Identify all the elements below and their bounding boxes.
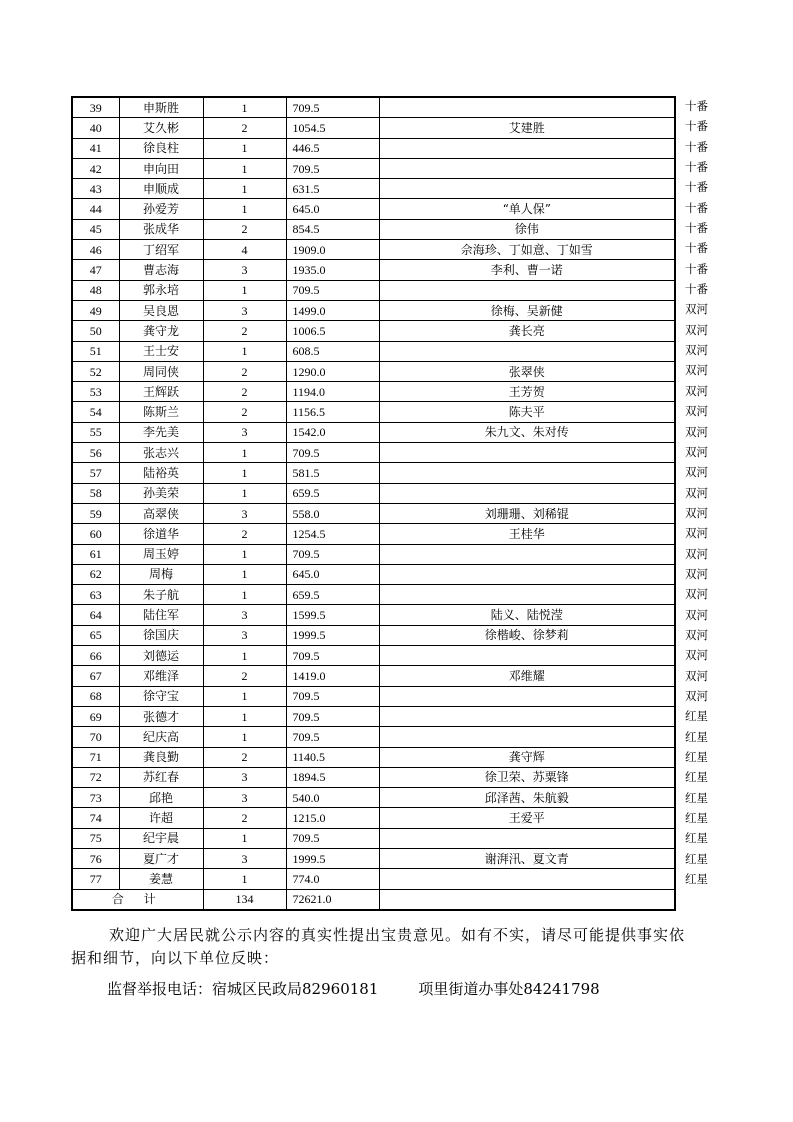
member-count: 3 [203, 767, 286, 787]
notice-block [71, 924, 691, 970]
village-name: 双河 [685, 566, 708, 581]
household-name: 张志兴 [119, 443, 203, 463]
table-row [72, 524, 675, 544]
member-count: 3 [203, 605, 286, 625]
member-count: 1 [203, 97, 286, 118]
household-name: 周梅 [119, 564, 203, 584]
family-members [379, 179, 675, 199]
row-number: 47 [72, 260, 119, 280]
amount: 608.5 [286, 341, 379, 361]
table-row [72, 280, 675, 300]
village-name: 红星 [685, 851, 708, 866]
amount: 631.5 [286, 179, 379, 199]
row-number: 72 [72, 767, 119, 787]
row-number: 76 [72, 848, 119, 868]
household-name: 孙爱芳 [119, 199, 203, 219]
table-row [72, 97, 675, 118]
amount: 1599.5 [286, 605, 379, 625]
member-count: 2 [203, 321, 286, 341]
amount: 1156.5 [286, 402, 379, 422]
table-row [72, 219, 675, 239]
household-name: 张成华 [119, 219, 203, 239]
household-name: 申顺成 [119, 179, 203, 199]
village-name: 双河 [685, 465, 708, 480]
village-name: 双河 [685, 485, 708, 500]
member-count: 1 [203, 463, 286, 483]
village-name: 双河 [685, 343, 708, 358]
amount: 774.0 [286, 869, 379, 889]
row-number: 71 [72, 747, 119, 767]
family-members: 朱九文、朱对传 [379, 422, 675, 442]
household-name: 张德才 [119, 706, 203, 726]
household-name: 申向田 [119, 158, 203, 178]
amount: 1419.0 [286, 666, 379, 686]
village-name: 红星 [685, 811, 708, 826]
table-row [72, 341, 675, 361]
village-name: 红星 [685, 790, 708, 805]
family-members [379, 646, 675, 666]
amount: 659.5 [286, 483, 379, 503]
household-name: 姜慧 [119, 869, 203, 889]
row-number: 64 [72, 605, 119, 625]
family-members [379, 341, 675, 361]
member-count: 2 [203, 808, 286, 828]
roster-table-body [72, 97, 675, 889]
table-row [72, 382, 675, 402]
table-row [72, 463, 675, 483]
row-number: 54 [72, 402, 119, 422]
family-members [379, 544, 675, 564]
table-row [72, 240, 675, 260]
table-row [72, 788, 675, 808]
row-number: 61 [72, 544, 119, 564]
row-number: 42 [72, 158, 119, 178]
family-members [379, 585, 675, 605]
member-count: 3 [203, 788, 286, 808]
household-name: 郭永培 [119, 280, 203, 300]
amount: 1194.0 [286, 382, 379, 402]
household-name: 夏广才 [119, 848, 203, 868]
row-number: 68 [72, 686, 119, 706]
table-row [72, 321, 675, 341]
row-number: 48 [72, 280, 119, 300]
household-name: 纪宇晨 [119, 828, 203, 848]
household-name: 吴良恩 [119, 300, 203, 320]
household-name: 申斯胜 [119, 97, 203, 118]
member-count: 1 [203, 646, 286, 666]
roster-table-container [71, 96, 676, 911]
total-members-blank [379, 889, 675, 910]
household-name: 邱艳 [119, 788, 203, 808]
row-number: 59 [72, 503, 119, 523]
member-count: 1 [203, 179, 286, 199]
amount: 854.5 [286, 219, 379, 239]
row-number: 39 [72, 97, 119, 118]
village-name: 十番 [685, 119, 708, 134]
member-count: 2 [203, 361, 286, 381]
table-row [72, 443, 675, 463]
member-count: 2 [203, 219, 286, 239]
amount: 645.0 [286, 199, 379, 219]
household-name: 徐良柱 [119, 138, 203, 158]
member-count: 1 [203, 585, 286, 605]
family-members: 王爱平 [379, 808, 675, 828]
amount: 1290.0 [286, 361, 379, 381]
row-number: 53 [72, 382, 119, 402]
member-count: 2 [203, 402, 286, 422]
amount: 645.0 [286, 564, 379, 584]
household-name: 王辉跃 [119, 382, 203, 402]
member-count: 2 [203, 118, 286, 138]
household-name: 陆裕英 [119, 463, 203, 483]
household-name: 周同侠 [119, 361, 203, 381]
amount: 1254.5 [286, 524, 379, 544]
member-count: 1 [203, 564, 286, 584]
member-count: 1 [203, 686, 286, 706]
village-name: 十番 [685, 160, 708, 175]
family-members: 刘珊珊、刘稀锟 [379, 503, 675, 523]
member-count: 3 [203, 422, 286, 442]
row-number: 70 [72, 727, 119, 747]
member-count: 1 [203, 544, 286, 564]
village-name: 十番 [685, 282, 708, 297]
row-number: 62 [72, 564, 119, 584]
family-members: 龚长亮 [379, 321, 675, 341]
member-count: 1 [203, 199, 286, 219]
member-count: 1 [203, 341, 286, 361]
village-name: 红星 [685, 729, 708, 744]
family-members [379, 727, 675, 747]
amount: 581.5 [286, 463, 379, 483]
member-count: 1 [203, 280, 286, 300]
amount: 558.0 [286, 503, 379, 523]
table-row [72, 402, 675, 422]
roster-table [71, 96, 676, 911]
amount: 1894.5 [286, 767, 379, 787]
amount: 709.5 [286, 727, 379, 747]
row-number: 66 [72, 646, 119, 666]
household-name: 龚良勤 [119, 747, 203, 767]
row-number: 49 [72, 300, 119, 320]
member-count: 1 [203, 483, 286, 503]
village-name: 十番 [685, 241, 708, 256]
household-name: 李先美 [119, 422, 203, 442]
member-count: 3 [203, 503, 286, 523]
family-members: 龚守辉 [379, 747, 675, 767]
family-members: 邓维耀 [379, 666, 675, 686]
member-count: 1 [203, 443, 286, 463]
total-label: 合 计 [72, 889, 203, 910]
table-row [72, 503, 675, 523]
member-count: 2 [203, 524, 286, 544]
family-members: 邱泽茜、朱航毅 [379, 788, 675, 808]
member-count: 1 [203, 727, 286, 747]
village-name: 十番 [685, 221, 708, 236]
notice-paragraph: 欢迎广大居民就公示内容的真实性提出宝贵意见。如有不实，请尽可能提供事实依据和细节，向以下单位反映： [71, 926, 686, 967]
household-name: 徐守宝 [119, 686, 203, 706]
row-number: 55 [72, 422, 119, 442]
total-amount: 72621.0 [286, 889, 379, 910]
row-number: 51 [72, 341, 119, 361]
table-row [72, 686, 675, 706]
household-name: 朱子航 [119, 585, 203, 605]
table-row [72, 199, 675, 219]
amount: 1935.0 [286, 260, 379, 280]
family-members: 张翠侠 [379, 361, 675, 381]
amount: 1999.5 [286, 848, 379, 868]
row-number: 63 [72, 585, 119, 605]
village-name: 双河 [685, 505, 708, 520]
family-members [379, 158, 675, 178]
table-row [72, 422, 675, 442]
household-name: 艾久彬 [119, 118, 203, 138]
village-name: 双河 [685, 546, 708, 561]
household-name: 陆住军 [119, 605, 203, 625]
member-count: 2 [203, 666, 286, 686]
total-count: 134 [203, 889, 286, 910]
village-name: 红星 [685, 750, 708, 764]
row-number: 67 [72, 666, 119, 686]
table-row [72, 483, 675, 503]
household-name: 龚守龙 [119, 321, 203, 341]
table-row [72, 828, 675, 848]
member-count: 2 [203, 747, 286, 767]
amount: 540.0 [286, 788, 379, 808]
member-count: 3 [203, 300, 286, 320]
household-name: 周玉婷 [119, 544, 203, 564]
row-number: 41 [72, 138, 119, 158]
village-name: 双河 [685, 383, 708, 398]
member-count: 1 [203, 138, 286, 158]
member-count: 1 [203, 706, 286, 726]
amount: 446.5 [286, 138, 379, 158]
member-count: 1 [203, 158, 286, 178]
member-count: 3 [203, 260, 286, 280]
household-name: 许超 [119, 808, 203, 828]
family-members: 王桂华 [379, 524, 675, 544]
member-count: 4 [203, 240, 286, 260]
table-row [72, 869, 675, 889]
village-name: 双河 [685, 363, 708, 378]
family-members [379, 483, 675, 503]
family-members: 王芳贺 [379, 382, 675, 402]
household-name: 邓维泽 [119, 666, 203, 686]
phone-prefix: 监督举报电话： [107, 980, 213, 998]
village-name: 双河 [685, 302, 708, 317]
table-row [72, 848, 675, 868]
village-name: 红星 [685, 872, 708, 887]
family-members: 谢湃汛、夏文青 [379, 848, 675, 868]
table-row [72, 300, 675, 320]
household-name: 刘德运 [119, 646, 203, 666]
table-row [72, 666, 675, 686]
amount: 709.5 [286, 686, 379, 706]
household-name: 丁绍军 [119, 240, 203, 260]
row-number: 69 [72, 706, 119, 726]
row-number: 56 [72, 443, 119, 463]
household-name: 高翠侠 [119, 503, 203, 523]
table-row [72, 118, 675, 138]
row-number: 50 [72, 321, 119, 341]
table-row [72, 564, 675, 584]
amount: 1140.5 [286, 747, 379, 767]
household-name: 王士安 [119, 341, 203, 361]
amount: 1499.0 [286, 300, 379, 320]
table-row [72, 767, 675, 787]
member-count: 3 [203, 848, 286, 868]
amount: 709.5 [286, 828, 379, 848]
total-row [72, 889, 675, 910]
village-name: 红星 [685, 831, 708, 846]
family-members [379, 686, 675, 706]
row-number: 60 [72, 524, 119, 544]
family-members: 陆义、陆悦滢 [379, 605, 675, 625]
table-row [72, 544, 675, 564]
table-row [72, 179, 675, 199]
row-number: 40 [72, 118, 119, 138]
family-members [379, 564, 675, 584]
village-name: 双河 [685, 648, 708, 663]
table-row [72, 727, 675, 747]
phone-civil-affairs: 宿城区民政局82960181 [212, 980, 379, 998]
table-row [72, 585, 675, 605]
village-name: 双河 [685, 526, 708, 541]
phone-street-office: 项里街道办事处84241798 [418, 980, 600, 998]
amount: 709.5 [286, 646, 379, 666]
household-name: 苏红春 [119, 767, 203, 787]
amount: 709.5 [286, 280, 379, 300]
village-name: 双河 [685, 444, 708, 459]
village-name: 红星 [685, 709, 708, 724]
amount: 709.5 [286, 97, 379, 118]
table-row [72, 605, 675, 625]
family-members: 徐梅、吴新健 [379, 300, 675, 320]
village-name: 十番 [685, 261, 708, 276]
amount: 659.5 [286, 585, 379, 605]
row-number: 65 [72, 625, 119, 645]
row-number: 52 [72, 361, 119, 381]
household-name: 徐国庆 [119, 625, 203, 645]
table-row [72, 260, 675, 280]
family-members [379, 97, 675, 118]
row-number: 58 [72, 483, 119, 503]
village-name: 十番 [685, 180, 708, 195]
table-row [72, 706, 675, 726]
village-name: 双河 [685, 607, 708, 622]
member-count: 3 [203, 625, 286, 645]
household-name: 纪庆高 [119, 727, 203, 747]
household-name: 徐道华 [119, 524, 203, 544]
row-number: 74 [72, 808, 119, 828]
family-members [379, 280, 675, 300]
village-name: 双河 [685, 587, 708, 602]
family-members [379, 828, 675, 848]
row-number: 57 [72, 463, 119, 483]
amount: 1054.5 [286, 118, 379, 138]
village-name: 双河 [685, 627, 708, 642]
table-row [72, 646, 675, 666]
row-number: 46 [72, 240, 119, 260]
household-name: 孙美荣 [119, 483, 203, 503]
member-count: 2 [203, 382, 286, 402]
family-members: 佘海珍、丁如意、丁如雪 [379, 240, 675, 260]
row-number: 73 [72, 788, 119, 808]
member-count: 1 [203, 828, 286, 848]
family-members: 徐伟 [379, 219, 675, 239]
village-column [685, 96, 725, 889]
row-number: 75 [72, 828, 119, 848]
table-row [72, 808, 675, 828]
family-members: 陈夫平 [379, 402, 675, 422]
table-row [72, 361, 675, 381]
amount: 1999.5 [286, 625, 379, 645]
amount: 709.5 [286, 706, 379, 726]
village-name: 十番 [685, 200, 708, 215]
village-name: 双河 [685, 668, 708, 683]
family-members [379, 869, 675, 889]
amount: 1215.0 [286, 808, 379, 828]
household-name: 陈斯兰 [119, 402, 203, 422]
member-count: 1 [203, 869, 286, 889]
family-members [379, 463, 675, 483]
amount: 709.5 [286, 158, 379, 178]
amount: 709.5 [286, 443, 379, 463]
village-name: 十番 [685, 139, 708, 154]
table-row [72, 138, 675, 158]
village-name: 红星 [685, 770, 708, 785]
row-number: 45 [72, 219, 119, 239]
household-name: 曹志海 [119, 260, 203, 280]
village-name: 十番 [685, 99, 708, 113]
family-members [379, 706, 675, 726]
village-name: 双河 [685, 322, 708, 337]
amount: 709.5 [286, 544, 379, 564]
family-members: “单人保” [379, 199, 675, 219]
family-members [379, 443, 675, 463]
family-members: 李利、曹一诺 [379, 260, 675, 280]
amount: 1542.0 [286, 422, 379, 442]
village-name: 双河 [685, 688, 708, 703]
row-number: 44 [72, 199, 119, 219]
village-name: 双河 [685, 404, 708, 419]
family-members: 徐卫荣、苏粟锋 [379, 767, 675, 787]
family-members: 艾建胜 [379, 118, 675, 138]
phone-line [107, 978, 600, 999]
amount: 1909.0 [286, 240, 379, 260]
family-members: 徐楷峻、徐梦莉 [379, 625, 675, 645]
table-row [72, 158, 675, 178]
family-members [379, 138, 675, 158]
table-row [72, 625, 675, 645]
village-name: 双河 [685, 424, 708, 439]
row-number: 77 [72, 869, 119, 889]
amount: 1006.5 [286, 321, 379, 341]
row-number: 43 [72, 179, 119, 199]
table-row [72, 747, 675, 767]
